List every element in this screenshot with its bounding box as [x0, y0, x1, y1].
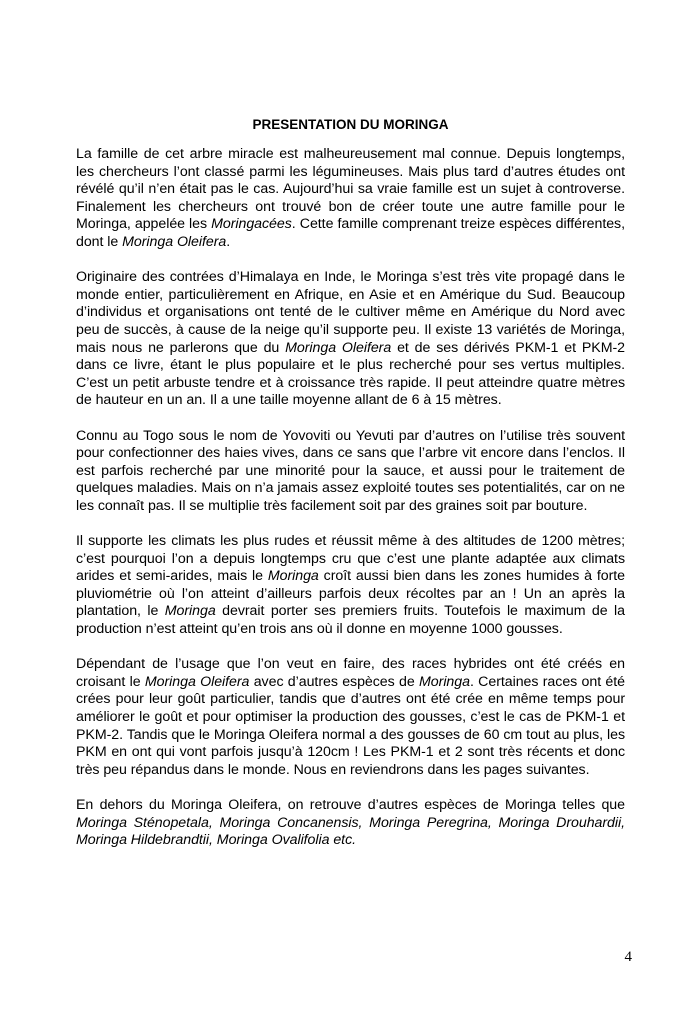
italic-text-run: Moringa — [419, 673, 470, 690]
italic-text-run: Moringa Oleifera — [144, 673, 250, 690]
document-body — [76, 146, 625, 850]
text-run: En dehors du Moringa Oleifera, on retrouve d’autres espèces de Moringa telles que — [76, 796, 625, 813]
text-run: . Certaines races ont été crées pour leur goût particulier, tandis que d’autres ont été crée en même temps pour améliorer le goût et pour optimiser la production des gousses, c’est le cas de PKM-1 et PKM-2. Tandis que le Moringa Oleifera normal a des gousses de 60 cm tout au plus, les PKM en ont qui vont parfois jusqu’à 120cm ! Les PKM-1 et 2 sont très récents et donc très peu répandus dans le monde. Nous en reviendrons dans les pages suivantes. — [76, 673, 625, 778]
paragraph-5 — [76, 656, 625, 779]
paragraph-6 — [76, 797, 625, 850]
text-run: . — [226, 233, 231, 250]
text-run: Originaire des contrées d’Himalaya en Inde, le Moringa s’est très vite propagé dans le monde entier, particulièrement en Afrique, en Asie et en Amérique du Sud. Beaucoup d’individus et organisations ont tenté de le cultiver même en Amérique du Nord avec peu de succès, à cause de la neige qu’il supporte peu. Il existe 13 variétés de Moringa, mais nous ne parlerons que du — [76, 269, 625, 356]
italic-text-run: Moringa Oleifera — [285, 339, 392, 356]
paragraph-1 — [76, 146, 625, 252]
italic-text-run: Moringacées — [211, 216, 292, 233]
paragraph-2 — [76, 269, 625, 410]
text-run: Dépendant de l’usage que l’on veut en faire, des races hybrides ont été créés en croisant le — [76, 656, 625, 690]
text-run: Connu au Togo sous le nom de Yovoviti ou Yevuti par d’autres on l’utilise très souvent pour confectionner des haies vives, dans ce sans que l’arbre vit encore dans l’enclos. Il est parfois recherché par une minorité pour la sauce, et aussi pour le traitement de quelques maladies. Mais on n’a jamais assez exploité toutes ses potentialités, car on ne les connaît pas. Il se multiplie très facilement soit par des graines soit par bouture. — [76, 427, 625, 514]
text-run: La famille de cet arbre miracle est malheureusement mal connue. Depuis longtemps, les chercheurs l’ont classé parmi les légumineuses. Mais plus tard d’autres études ont révélé qu’il n’en était pas le cas. Aujourd’hui sa vraie famille est un sujet à controverse. Finalement les chercheurs ont trouvé bon de créer toute une autre famille pour le Moringa, appelée les — [76, 146, 625, 233]
text-run: Il supporte les climats les plus rudes et réussit même à des altitudes de 1200 mètres; c’est pourquoi l’on a depuis longtemps cru que c’est une plante adaptée aux climats arides et semi-arides, mais le — [76, 533, 625, 585]
paragraph-3 — [76, 428, 625, 516]
italic-text-run: Moringa — [267, 568, 319, 585]
document-page — [76, 116, 625, 867]
italic-text-run: Moringa — [164, 603, 216, 620]
document-title: PRESENTATION DU MORINGA — [252, 117, 449, 132]
text-run: avec d’autres espèces de — [249, 673, 420, 690]
text-run: croît aussi bien dans les zones humides à forte pluviométrie où l’on atteint d’ailleurs parfois deux récoltes par an ! Un an après la plantation, le — [76, 568, 625, 620]
paragraph-4 — [76, 533, 625, 639]
page-number: 4 — [624, 949, 632, 965]
italic-text-run: Moringa Sténopetala, Moringa Concanensis, Moringa Peregrina, Moringa Drouhardii, Moringa Hildebrandtii, Moringa Ovalifolia etc. — [76, 814, 625, 849]
text-run: . Cette famille comprenant treize espèces différentes, dont le — [76, 216, 625, 250]
text-run: et de ses dérivés PKM-1 et PKM-2 dans ce livre, étant le plus populaire et le plus recherché pour ses vertus multiples. C’est un petit arbuste tendre et à croissance très rapide. Il peut atteindre quatre mètres de hauteur en un an. Il a une taille moyenne allant de 6 à 15 mètres. — [76, 339, 625, 409]
text-run: devrait porter ses premiers fruits. Toutefois le maximum de la production n’est atteint qu’en trois ans où il donne en moyenne 1000 gousses. — [76, 603, 625, 638]
italic-text-run: Moringa Oleifera — [122, 233, 227, 250]
